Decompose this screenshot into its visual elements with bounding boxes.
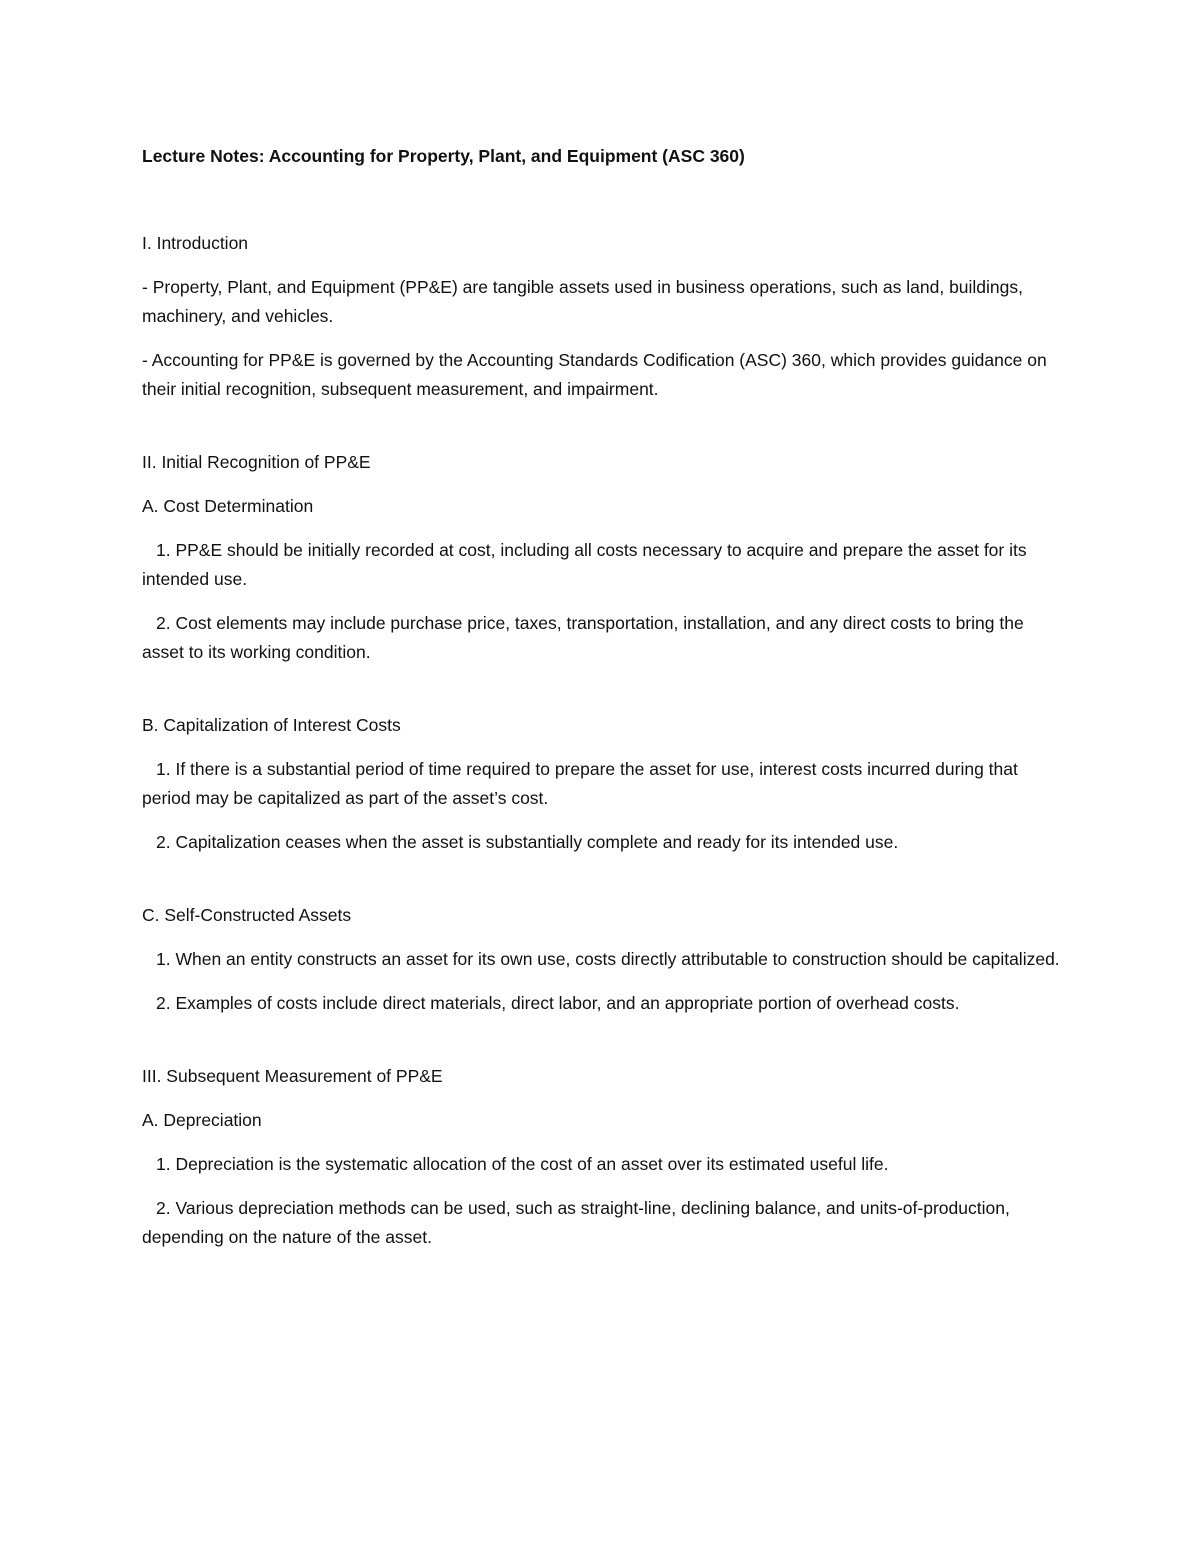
intro-paragraph-2: - Accounting for PP&E is governed by the Accounting Standards Codification (ASC) 360, which provides guidance on their initial recognition, subsequent measurement, and impairment. [142,350,1047,399]
list-item [142,828,1062,857]
document-title: Lecture Notes: Accounting for Property, Plant, and Equipment (ASC 360) [142,146,745,166]
section-heading-introduction: I. Introduction [142,233,249,253]
capitalization-item-1: 1. If there is a substantial period of time required to prepare the asset for use, interest costs incurred during that period may be capitalized as part of the asset’s cost. [142,759,1018,808]
list-item [142,755,1062,813]
list-item [142,1194,1062,1252]
subheading-capitalization-of-interest: B. Capitalization of Interest Costs [142,715,401,735]
subheading-self-constructed-assets: C. Self-Constructed Assets [142,905,352,925]
list-item [142,536,1062,594]
cost-determination-item-1: 1. PP&E should be initially recorded at cost, including all costs necessary to acquire and prepare the asset for its intended use. [142,540,1027,589]
self-constructed-item-2: 2. Examples of costs include direct materials, direct labor, and an appropriate portion of overhead costs. [156,993,960,1013]
list-item [142,945,1062,974]
subheading-depreciation: A. Depreciation [142,1110,262,1130]
list-item [142,609,1062,667]
section-heading-subsequent-measurement: III. Subsequent Measurement of PP&E [142,1066,443,1086]
depreciation-item-2: 2. Various depreciation methods can be used, such as straight-line, declining balance, and units-of-production, depending on the nature of the asset. [142,1198,1010,1247]
self-constructed-item-1: 1. When an entity constructs an asset for its own use, costs directly attributable to construction should be capitalized. [156,949,1060,969]
cost-determination-item-2: 2. Cost elements may include purchase price, taxes, transportation, installation, and any direct costs to bring the asset to its working condition. [142,613,1024,662]
document-body [142,142,1062,1252]
list-item [142,1150,1062,1179]
intro-paragraph-1: - Property, Plant, and Equipment (PP&E) are tangible assets used in business operations, such as land, buildings, machinery, and vehicles. [142,277,1024,326]
subheading-cost-determination: A. Cost Determination [142,496,314,516]
section-heading-initial-recognition: II. Initial Recognition of PP&E [142,452,371,472]
list-item [142,989,1062,1018]
capitalization-item-2: 2. Capitalization ceases when the asset is substantially complete and ready for its intended use. [156,832,899,852]
depreciation-item-1: 1. Depreciation is the systematic allocation of the cost of an asset over its estimated useful life. [156,1154,889,1174]
